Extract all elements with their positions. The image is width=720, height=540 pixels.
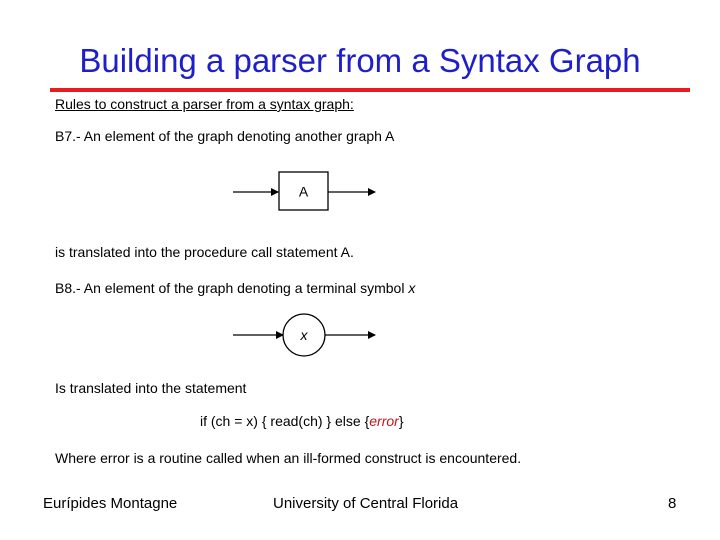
footer-author: Eurípides Montagne: [43, 495, 178, 512]
rules-heading: Rules to construct a parser from a syntax graph:: [55, 96, 354, 112]
page-number: 8: [668, 495, 677, 512]
rule-b7-text: B7.- An element of the graph denoting another graph A: [55, 128, 395, 144]
if-statement: [200, 413, 404, 429]
rule-b7-translation: is translated into the procedure call statement A.: [55, 244, 354, 260]
error-call: error: [369, 413, 399, 429]
nonterminal-box-label: A: [298, 183, 309, 200]
terminal-circle-diagram: [233, 314, 375, 356]
statement-close: }: [398, 413, 404, 429]
terminal-symbol: x: [408, 280, 416, 296]
footer-institution: University of Central Florida: [273, 495, 459, 512]
rule-b8-label: B8.- An element of the graph denoting a terminal symbol: [55, 280, 405, 296]
nonterminal-box-diagram: [233, 172, 375, 210]
slide-title: Building a parser from a Syntax Graph: [79, 42, 641, 79]
rule-b8-translation: Is translated into the statement: [55, 380, 247, 396]
statement-code: if (ch = x) { read(ch) } else {: [200, 413, 370, 429]
error-explanation: Where error is a routine called when an ill-formed construct is encountered.: [55, 450, 522, 466]
terminal-circle-label: x: [300, 327, 308, 343]
rule-b8-text: [55, 280, 415, 296]
